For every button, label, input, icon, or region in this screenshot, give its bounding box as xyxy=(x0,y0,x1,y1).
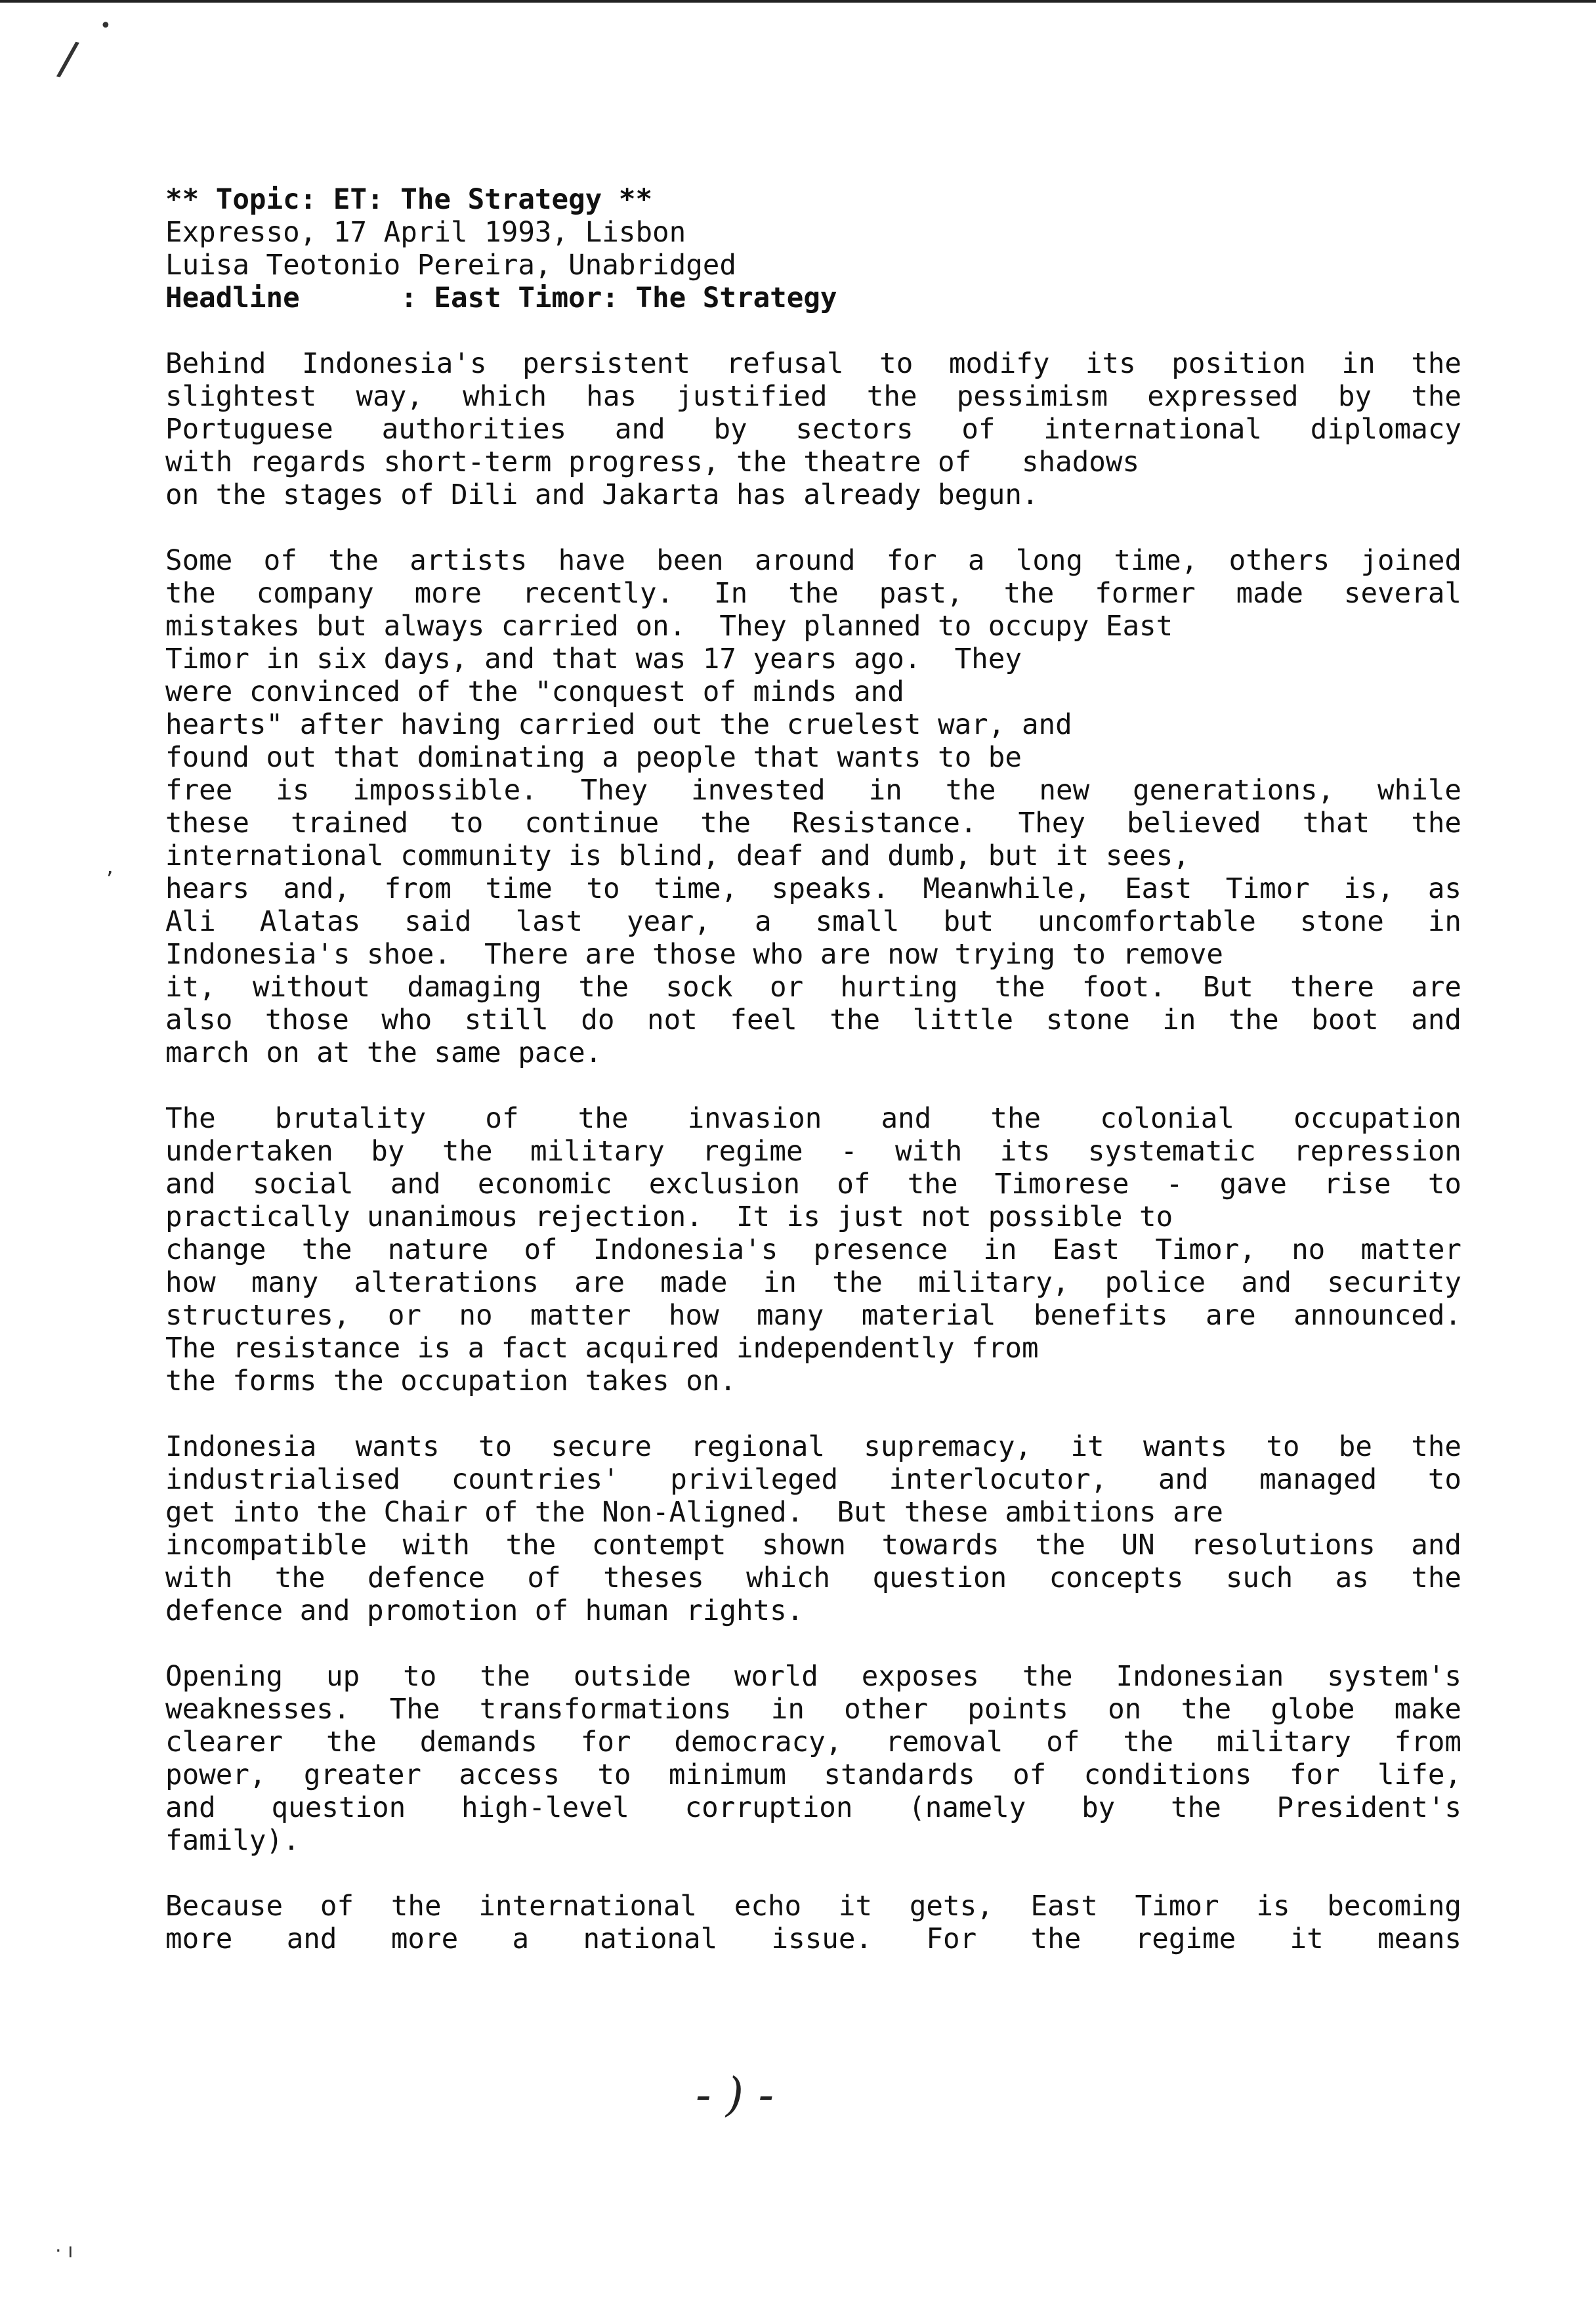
page-number: - ) - xyxy=(696,2068,774,2121)
paragraph xyxy=(165,348,1461,512)
paragraph xyxy=(165,1431,1461,1628)
topic-line: ** Topic: ET: The Strategy ** xyxy=(165,184,653,216)
paragraph-line: with the defence of theses which question concepts such as the xyxy=(165,1562,1461,1594)
paragraph-line: slightest way, which has justified the pessimism expressed by the xyxy=(165,381,1461,413)
paragraph-line: also those who still do not feel the little stone in the boot and xyxy=(165,1004,1461,1036)
paragraph-line: industrialised countries' privileged interlocutor, and managed to xyxy=(165,1464,1461,1496)
paragraph xyxy=(165,545,1461,1070)
paragraph-line: found out that dominating a people that wants to be xyxy=(165,742,1022,774)
author-line: Luisa Teotonio Pereira, Unabridged xyxy=(165,249,736,282)
paragraph-line: on the stages of Dili and Jakarta has already begun. xyxy=(165,479,1039,511)
paragraph-line: practically unanimous rejection. It is just not possible to xyxy=(165,1201,1173,1233)
top-border-line xyxy=(0,0,1596,3)
paragraph-line: weaknesses. The transformations in other points on the globe make xyxy=(165,1693,1461,1726)
paragraph-line: The resistance is a fact acquired independently from xyxy=(165,1332,1039,1365)
paragraph-line: structures, or no matter how many material benefits are announced. xyxy=(165,1300,1461,1332)
headline-line xyxy=(165,282,1461,315)
paragraph-line: The brutality of the invasion and the colonial occupation xyxy=(165,1103,1461,1135)
paragraph-line: Indonesia's shoe. There are those who are now trying to remove xyxy=(165,939,1223,971)
source-line: Expresso, 17 April 1993, Lisbon xyxy=(165,217,686,249)
paragraph-line: Indonesia wants to secure regional supremacy, it wants to be the xyxy=(165,1431,1461,1463)
paragraph-line: with regards short-term progress, the theatre of shadows xyxy=(165,446,1140,479)
paragraph-line: defence and promotion of human rights. xyxy=(165,1595,804,1627)
paragraph-line: how many alterations are made in the military, police and security xyxy=(165,1267,1461,1299)
paragraph-line: and social and economic exclusion of the Timorese - gave rise to xyxy=(165,1168,1461,1201)
paragraph-line: Because of the international echo it gets, East Timor is becoming xyxy=(165,1890,1461,1923)
scan-mark-slash: / xyxy=(54,30,81,87)
paragraph-line: Portuguese authorities and by sectors of international diplomacy xyxy=(165,414,1461,446)
paragraph-line: the company more recently. In the past, the former made several xyxy=(165,578,1461,610)
paragraph-line: mistakes but always carried on. They planned to occupy East xyxy=(165,610,1173,643)
paragraph-line: it, without damaging the sock or hurting the foot. But there are xyxy=(165,971,1461,1004)
paragraph-line: hears and, from time to time, speaks. Meanwhile, East Timor is, as xyxy=(165,873,1461,905)
headline-label: Headline xyxy=(165,282,300,314)
paragraph-line: the forms the occupation takes on. xyxy=(165,1365,736,1397)
scan-mark-tick: , xyxy=(106,853,114,880)
headline-text: : East Timor: The Strategy xyxy=(400,282,837,314)
paragraph-line: power, greater access to minimum standards of conditions for life, xyxy=(165,1759,1461,1791)
paragraph-line: Behind Indonesia's persistent refusal to modify its position in the xyxy=(165,348,1461,380)
scan-mark-corner: · ı xyxy=(55,2240,74,2263)
paragraph xyxy=(165,1661,1461,1858)
paragraph xyxy=(165,1103,1461,1398)
paragraph-line: clearer the demands for democracy, removal of the military from xyxy=(165,1726,1461,1758)
paragraph-line: Some of the artists have been around for a long time, others joined xyxy=(165,545,1461,577)
paragraph-line: family). xyxy=(165,1825,300,1857)
paragraph-line: hearts" after having carried out the cruelest war, and xyxy=(165,709,1072,741)
paragraph-line: Opening up to the outside world exposes the Indonesian system's xyxy=(165,1661,1461,1693)
document-body xyxy=(165,184,1461,1956)
paragraph-line: more and more a national issue. For the regime it means xyxy=(165,1923,1461,1955)
paragraph-line: march on at the same pace. xyxy=(165,1037,602,1069)
paragraph-line: free is impossible. They invested in the new generations, while xyxy=(165,775,1461,807)
paragraph-line: change the nature of Indonesia's presence in East Timor, no matter xyxy=(165,1234,1461,1266)
scan-mark-dot: • xyxy=(100,14,112,37)
paragraph-line: Timor in six days, and that was 17 years ago. They xyxy=(165,643,1022,675)
paragraph-line: get into the Chair of the Non-Aligned. But these ambitions are xyxy=(165,1497,1223,1529)
document-header xyxy=(165,184,1461,315)
paragraph xyxy=(165,1890,1461,1956)
paragraph-line: incompatible with the contempt shown towards the UN resolutions and xyxy=(165,1529,1461,1562)
paragraph-line: were convinced of the "conquest of minds and xyxy=(165,676,904,708)
paragraph-line: and question high-level corruption (namely by the President's xyxy=(165,1792,1461,1824)
paragraph-line: undertaken by the military regime - with its systematic repression xyxy=(165,1136,1461,1168)
paragraph-line: Ali Alatas said last year, a small but uncomfortable stone in xyxy=(165,906,1461,938)
paragraph-line: international community is blind, deaf and dumb, but it sees, xyxy=(165,840,1190,872)
article-paragraphs xyxy=(165,348,1461,1956)
paragraph-line: these trained to continue the Resistance. They believed that the xyxy=(165,807,1461,840)
